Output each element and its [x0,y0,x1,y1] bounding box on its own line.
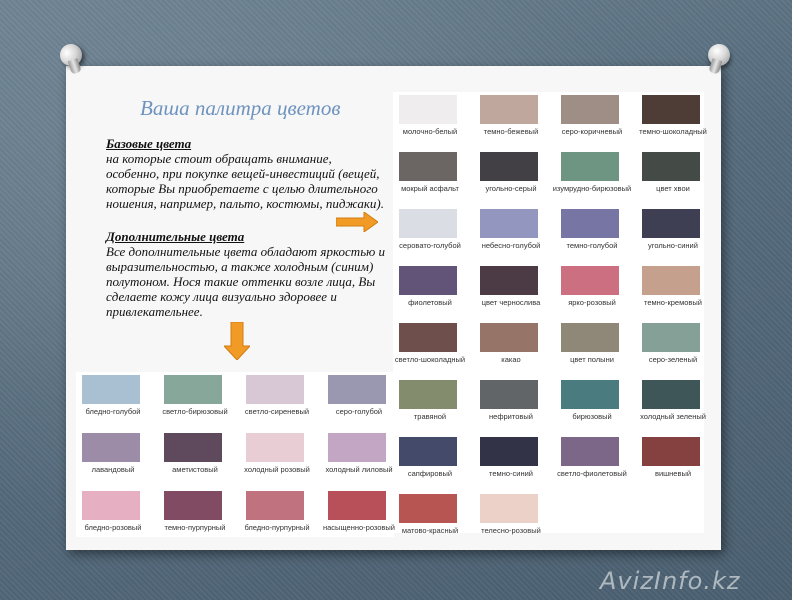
color-swatch-item [158,372,238,428]
color-swatch [328,491,386,520]
color-swatch-item [474,92,554,148]
color-swatch-label: бледно-пурпурный [244,523,310,532]
color-swatch-item [393,263,473,319]
color-swatch [480,266,538,295]
color-swatch-label: темно-шоколадный [639,127,707,136]
color-swatch-item [555,320,635,376]
color-swatch-label: серо-зеленый [648,355,698,364]
color-swatch-label: нефритовый [489,412,533,421]
color-swatch-item [322,372,402,428]
color-swatch-label: цвет полыни [570,355,614,364]
color-swatch-label: светло-фиолетовый [557,469,627,478]
color-swatch-item [474,491,554,547]
color-swatch [480,494,538,523]
color-swatch-item [555,206,635,262]
color-swatch-label: молочно-белый [402,127,458,136]
color-swatch-label: травяной [413,412,447,421]
color-swatch [561,209,619,238]
color-swatch-label: светло-бирюзовый [162,407,228,416]
color-swatch-item [474,377,554,433]
color-swatch-item [393,434,473,490]
color-swatch-label: фиолетовый [408,298,452,307]
color-swatch-label: лавандовый [91,465,135,474]
color-swatch-item [474,149,554,205]
color-swatch [480,209,538,238]
color-swatch [561,266,619,295]
watermark: AvizInfo.kz [600,567,741,595]
arrow-right-icon [336,212,378,232]
color-swatch-item [555,92,635,148]
color-swatch-label: серо-голубой [335,407,383,416]
color-swatch-item [76,372,156,428]
extra-colors-text [106,229,388,319]
color-swatch [642,152,700,181]
color-swatch [399,494,457,523]
color-swatch-item [393,320,473,376]
pushpin-left-icon [57,41,85,69]
color-swatch [164,375,222,404]
color-swatch-label: темно-пурпурный [164,523,226,532]
color-swatch [399,209,457,238]
color-swatch-item [393,206,473,262]
color-swatch-label: серо-коричневый [561,127,623,136]
color-swatch-item [158,488,238,544]
color-swatch [642,95,700,124]
color-swatch-label: цвет хвои [656,184,690,193]
color-swatch-item [393,92,473,148]
color-swatch [399,323,457,352]
color-swatch-item [474,434,554,490]
color-swatch-item [322,488,402,544]
arrow-down-icon [224,322,250,360]
color-swatch-label: темно-голубой [566,241,618,250]
color-swatch-label: угольно-синий [648,241,698,250]
color-swatch [246,433,304,462]
color-swatch-item [474,206,554,262]
color-swatch-item [76,430,156,486]
color-swatch-label: темно-синий [489,469,533,478]
color-swatch [480,380,538,409]
color-swatch-label: темно-бежевый [483,127,539,136]
extra-colors-description: Все дополнительные цвета обладают яркостью и выразительностью, а также холодным (синим) полутоном. Нося такие оттенки возле лица, Вы сделаете кожу лица визуально здоровее и привлекательнее. [106,244,386,319]
color-swatch-item [240,430,320,486]
color-swatch [246,491,304,520]
color-swatch-label: изумрудно-бирюзовый [552,184,632,193]
color-swatch-label: холодный лиловый [325,465,393,474]
color-swatch-label: матово-красный [401,526,459,535]
color-swatch [328,375,386,404]
color-swatch-item [322,430,402,486]
color-swatch [246,375,304,404]
color-swatch-label: угольно-серый [485,184,537,193]
palette-base-panel [393,92,707,535]
color-swatch-item [636,320,716,376]
color-swatch [164,491,222,520]
color-swatch-label: мокрый асфальт [401,184,459,193]
color-swatch-item [158,430,238,486]
extra-colors-heading: Дополнительные цвета [106,229,245,244]
color-swatch-item [474,263,554,319]
color-swatch-item [393,491,473,547]
pushpin-right-icon [705,41,733,69]
color-swatch [82,433,140,462]
color-swatch-item [393,149,473,205]
color-swatch-label: светло-сиреневый [244,407,310,416]
color-swatch-item [552,149,635,205]
base-colors-description: на которые стоит обращать внимание, особенно, при покупке вещей-инвестиций (вещей, которые Вы приобретаете с целью длительного ношения, например, пальто, костюмы, пиджаки). [106,151,385,211]
color-swatch-item [240,372,320,428]
base-colors-heading: Базовые цвета [106,136,192,151]
color-swatch [399,266,457,295]
color-swatch [328,433,386,462]
color-swatch [480,323,538,352]
color-swatch [164,433,222,462]
color-swatch [399,95,457,124]
color-swatch-label: серовато-голубой [399,241,461,250]
color-swatch-label: насыщенно-розовый [322,523,395,532]
color-swatch [642,209,700,238]
color-swatch [642,380,700,409]
color-swatch [561,152,619,181]
color-swatch-label: какао [501,355,521,364]
color-swatch-item [636,92,716,148]
color-swatch-label: сапфировый [407,469,453,478]
color-swatch-label: вишневый [654,469,692,478]
color-swatch-item [474,320,554,376]
color-swatch-item [555,263,635,319]
color-swatch-item [240,488,320,544]
color-swatch-item [636,377,716,433]
color-swatch-label: аметистовый [172,465,218,474]
color-swatch [82,375,140,404]
color-swatch-label: бледно-голубой [85,407,141,416]
color-swatch [399,152,457,181]
color-swatch [561,323,619,352]
color-swatch-item [393,377,473,433]
color-swatch-label: телесно-розовый [481,526,541,535]
color-swatch-label: цвет чернослива [481,298,541,307]
color-swatch-label: бледно-розовый [84,523,142,532]
color-swatch [561,380,619,409]
color-swatch-label: небесно-голубой [481,241,541,250]
color-swatch-item [76,488,156,544]
color-swatch-label: ярко-розовый [568,298,616,307]
color-swatch [642,266,700,295]
color-swatch-label: темно-кремовый [643,298,702,307]
palette-extra-panel [76,372,394,537]
color-swatch [561,95,619,124]
color-swatch-item [555,377,635,433]
color-swatch [480,152,538,181]
color-swatch-item [636,206,716,262]
slide-title: Ваша палитра цветов [140,96,341,120]
color-swatch-label: холодный розовый [244,465,310,474]
color-swatch-label: холодный зеленый [640,412,706,421]
color-swatch [399,380,457,409]
color-swatch [82,491,140,520]
color-swatch-item [636,149,716,205]
color-swatch-item [636,434,716,490]
color-swatch-item [636,263,716,319]
color-swatch-label: бирюзовый [572,412,612,421]
color-swatch [480,437,538,466]
color-swatch-label: светло-шоколадный [394,355,466,364]
color-swatch-item [555,434,635,490]
color-swatch [480,95,538,124]
color-swatch [642,437,700,466]
color-swatch [642,323,700,352]
color-swatch [561,437,619,466]
color-swatch [399,437,457,466]
base-colors-text [106,136,388,211]
